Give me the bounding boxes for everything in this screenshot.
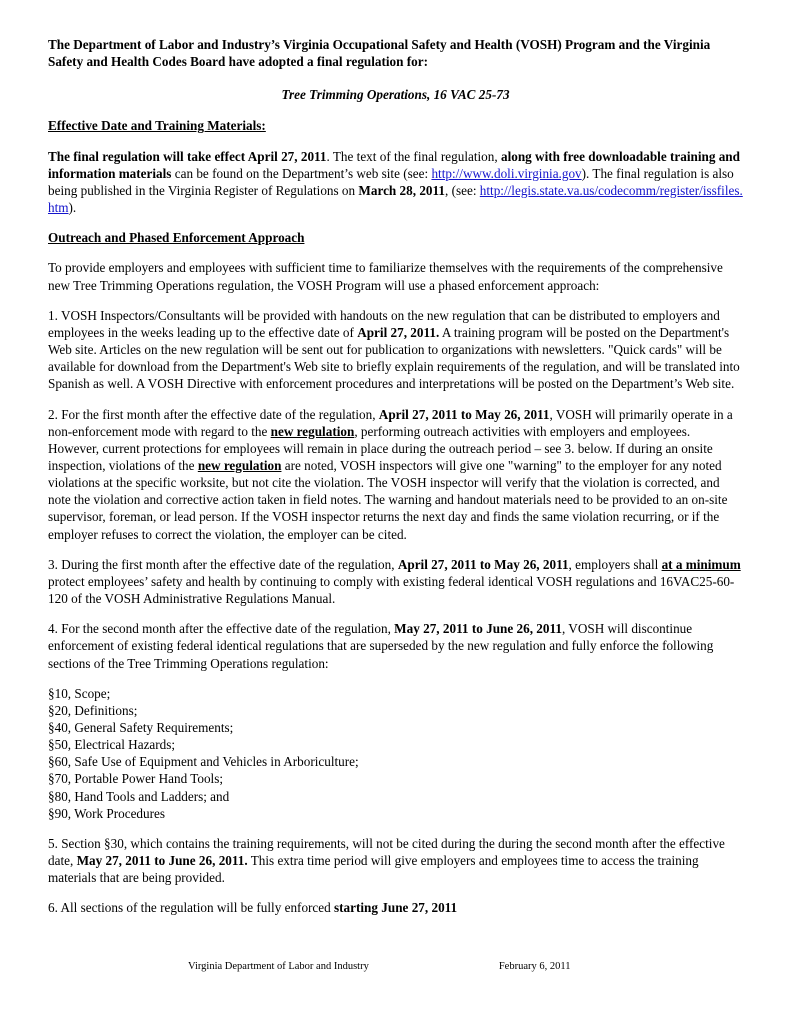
training-materials-bold: along with free downloadable training and information materials (48, 148, 740, 181)
item3-text1: 3. During the first month after the effective date of the regulation, (48, 556, 398, 572)
item4-text2: , VOSH will discontinue enforcement of existing federal identical regulations that are superseded by the new regulation and fully enforce the following sections of the Tree Trimming Operations regulation: (48, 621, 714, 671)
item6-text1: 6. All sections of the regulation will be fully enforced (48, 900, 335, 916)
list-item-2 (48, 406, 743, 543)
effective-date-paragraph (48, 148, 743, 217)
list-item-4 (48, 620, 743, 671)
footer-agency: Virginia Department of Labor and Industry (188, 961, 369, 972)
item1-bold-date: April 27, 2011. (357, 324, 440, 340)
regulation-title: Tree Trimming Operations, 16 VAC 25-73 (281, 87, 510, 103)
effective-date-text5: ). (68, 200, 77, 216)
item4-bold-date: May 27, 2011 to June 26, 2011 (394, 621, 562, 637)
section-heading-outreach: Outreach and Phased Enforcement Approach (48, 230, 305, 246)
effective-date-text3: ). The final regulation is also being published in the Virginia Register of Regulations on (48, 165, 734, 198)
item3-text3: protect employees’ safety and health by continuing to comply with existing federal identical VOSH regulations and 16VAC25-60-120 of the VOSH Administrative Regulations Manual. (48, 573, 735, 607)
list-item: §20, Definitions; (48, 702, 138, 718)
list-item: §50, Electrical Hazards; (48, 737, 176, 753)
list-item-5 (48, 835, 743, 886)
list-item: §70, Portable Power Hand Tools; (48, 771, 224, 787)
list-item: §40, General Safety Requirements; (48, 720, 234, 735)
section-heading-effective-date: Effective Date and Training Materials: (48, 118, 266, 134)
doli-website-link[interactable]: http://www.doli.virginia.gov (431, 165, 582, 181)
item1-text2: A training program will be posted on the Department's Web site. Articles on the new regulation will be sent out for publication to organizations with newsletters. "Quick cards" will be available for download from the Department's Web site to briefly explain requirements of the regulation, and will be translated into Spanish as well. A VOSH Directive with enforcement procedures and interpretations will be posted on the Department’s Web site. (48, 324, 740, 392)
outreach-intro-paragraph: To provide employers and employees with sufficient time to familiarize themselves with the requirements of the comprehensive new Tree Trimming Operations regulation, the VOSH Program will use a phased enforcement approach: (48, 260, 723, 293)
page-footer (48, 961, 743, 972)
document-body (48, 36, 743, 917)
item1-text1: 1. VOSH Inspectors/Consultants will be provided with handouts on the new regulation that can be distributed to employers and employees in the weeks leading up to the effective date of (48, 307, 720, 340)
list-item-3 (48, 556, 743, 607)
regulation-section-list (48, 685, 743, 822)
register-issfiles-link[interactable]: http://legis.state.va.us/codecomm/register/issfiles.htm (48, 182, 743, 216)
item5-text2: This extra time period will give employers and employees time to access the training materials that are being provided. (48, 853, 699, 886)
item2-underline-new-regulation-1: new regulation (270, 423, 355, 439)
item5-bold-date: May 27, 2011 to June 26, 2011. (76, 853, 248, 869)
effective-date-text2: can be found on the Department’s web site (see: (171, 165, 432, 181)
list-item: §80, Hand Tools and Ladders; and (48, 788, 230, 804)
item6-bold-date: starting June 27, 2011 (334, 900, 458, 916)
item3-bold-date: April 27, 2011 to May 26, 2011 (397, 556, 569, 572)
effective-date-text1: . The text of the final regulation, (326, 148, 501, 164)
item2-bold-date: April 27, 2011 to May 26, 2011 (378, 406, 550, 422)
footer-date: February 6, 2011 (498, 961, 571, 972)
effective-date-bold: The final regulation will take effect April 27, 2011 (48, 148, 327, 164)
item5-text1: 5. Section §30, which contains the training requirements, will not be cited during the during the second month after the effective date, (48, 835, 725, 869)
item3-text2: , employers shall (568, 556, 662, 572)
effective-date-text4: , (see: (445, 182, 480, 198)
item3-underline-at-a-minimum: at a minimum (661, 556, 741, 572)
publication-date-bold: March 28, 2011 (358, 182, 445, 198)
list-item-6 (48, 899, 743, 916)
intro-heading-part1: The Department of Labor and Industry (48, 37, 271, 52)
item2-text1: 2. For the first month after the effective date of the regulation, (48, 406, 379, 422)
numbered-list (48, 307, 743, 672)
item2-text4: are noted, VOSH inspectors will give one "warning" to the employer for any noted violations at the specific worksite, but not cite the violation. The VOSH inspector will verify that the violation is corrected, and note the violation and corrective action taken in field notes. The warning and handout materials need to be provided to an on-site supervisor, foreman, or lead person. If the VOSH inspector returns the next day and finds the same violation recurring, or if the employer refuses to correct the violation, the employer can be cited. (48, 457, 728, 542)
intro-heading (48, 36, 743, 70)
list-item: §10, Scope; (48, 685, 111, 701)
item2-text2: , VOSH will primarily operate in a non-enforcement mode with regard to the (48, 406, 733, 439)
item2-text3: , performing outreach activities with employers and employees. However, current protections for employees will remain in place during the outreach period – see 3. below. If during an onsite inspection, violations of the (48, 423, 713, 473)
numbered-list-continued (48, 835, 743, 917)
list-item: §90, Work Procedures (48, 805, 165, 821)
item4-text1: 4. For the second month after the effective date of the regulation, (48, 621, 395, 637)
item2-underline-new-regulation-2: new regulation (197, 457, 282, 473)
intro-heading-part2: ’s Virginia Occupational Safety and Health (VOSH) Program and the Virginia Safety and Health Codes Board have adopted a final regulation for: (48, 37, 711, 70)
list-item: §60, Safe Use of Equipment and Vehicles in Arboriculture; (48, 754, 359, 770)
list-item-1 (48, 307, 743, 393)
